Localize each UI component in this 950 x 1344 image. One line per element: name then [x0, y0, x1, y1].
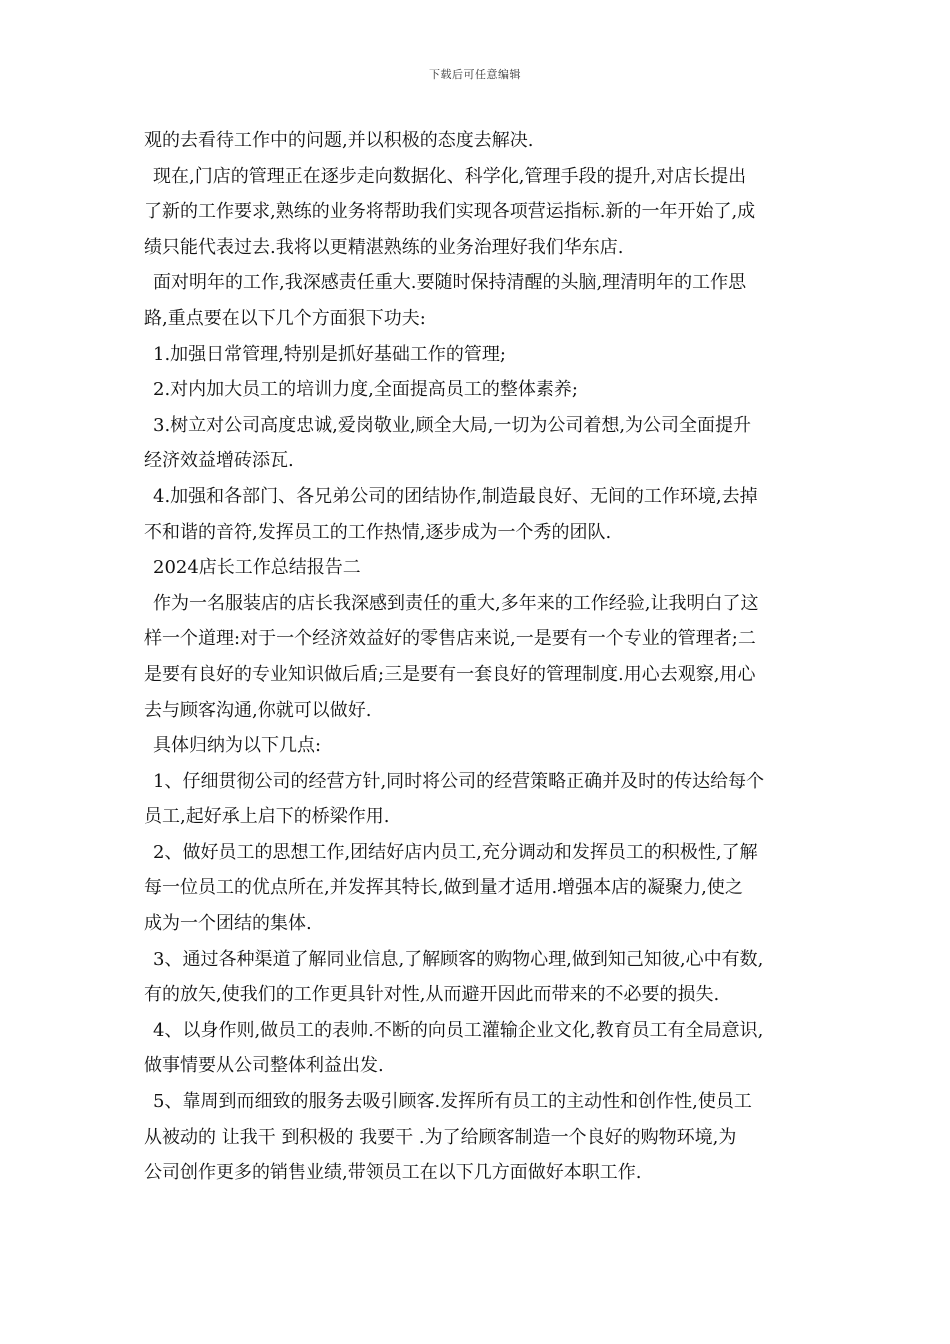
document-body: [144, 123, 812, 1191]
text-line: 公司创作更多的销售业绩,带领员工在以下几方面做好本职工作.: [144, 1162, 642, 1184]
text-line: 每一位员工的优点所在,并发挥其特长,做到量才适用.增强本店的凝聚力,使之: [144, 877, 743, 899]
text-line: 2.对内加大员工的培训力度,全面提高员工的整体素养;: [153, 379, 578, 401]
text-line: 1.加强日常管理,特别是抓好基础工作的管理;: [153, 343, 506, 365]
text-line: 是要有良好的专业知识做后盾;三是要有一套良好的管理制度.用心去观察,用心: [144, 663, 756, 685]
text-line: 员工,起好承上启下的桥梁作用.: [144, 806, 390, 828]
text-line: 2、做好员工的思想工作,团结好店内员工,充分调动和发挥员工的积极性,了解: [153, 841, 758, 863]
text-line: 3、通过各种渠道了解同业信息,了解顾客的购物心理,做到知己知彼,心中有数,: [153, 948, 764, 970]
text-line: 5、靠周到而细致的服务去吸引顾客.发挥所有员工的主动性和创作性,使员工: [153, 1091, 752, 1113]
text-line: 从被动的 让我干 到积极的 我要干 .为了给顾客制造一个良好的购物环境,为: [144, 1126, 737, 1148]
text-line: 做事情要从公司整体利益出发.: [144, 1055, 384, 1077]
page-header-note: 下载后可任意编辑: [429, 68, 521, 81]
text-line: 4.加强和各部门、各兄弟公司的团结协作,制造最良好、无间的工作环境,去掉: [153, 485, 758, 507]
text-line: 了新的工作要求,熟练的业务将帮助我们实现各项营运指标.新的一年开始了,成: [144, 201, 756, 223]
text-line: 1、仔细贯彻公司的经营方针,同时将公司的经营策略正确并及时的传达给每个: [153, 770, 765, 792]
text-line: 2024店长工作总结报告二: [153, 557, 361, 579]
text-line: 观的去看待工作中的问题,并以积极的态度去解决.: [144, 130, 534, 151]
text-line: 3.树立对公司高度忠诚,爱岗敬业,顾全大局,一切为公司着想,为公司全面提升: [153, 414, 752, 436]
text-line: 作为一名服装店的店长我深感到责任的重大,多年来的工作经验,让我明白了这: [153, 592, 759, 614]
text-line: 有的放矢,使我们的工作更具针对性,从而避开因此而带来的不必要的损失.: [144, 984, 720, 1006]
text-line: 面对明年的工作,我深感责任重大.要随时保持清醒的头脑,理清明年的工作思: [153, 272, 747, 294]
text-line: 具体归纳为以下几点:: [153, 735, 322, 757]
text-line: 经济效益增砖添瓦.: [144, 450, 294, 472]
text-line: 去与顾客沟通,你就可以做好.: [144, 699, 372, 721]
text-line: 路,重点要在以下几个方面狠下功夫:: [144, 307, 426, 329]
text-line: 不和谐的音符,发挥员工的工作热情,逐步成为一个秀的团队.: [144, 521, 612, 543]
text-line: 成为一个团结的集体.: [144, 913, 312, 935]
text-line: 现在,门店的管理正在逐步走向数据化、科学化,管理手段的提升,对店长提出: [153, 165, 747, 187]
text-line: 4、以身作则,做员工的表帅.不断的向员工灌输企业文化,教育员工有全局意识,: [153, 1019, 764, 1041]
text-line: 绩只能代表过去.我将以更精湛熟练的业务治理好我们华东店.: [144, 236, 624, 258]
text-line: 样一个道理:对于一个经济效益好的零售店来说,一是要有一个专业的管理者;二: [144, 628, 756, 650]
